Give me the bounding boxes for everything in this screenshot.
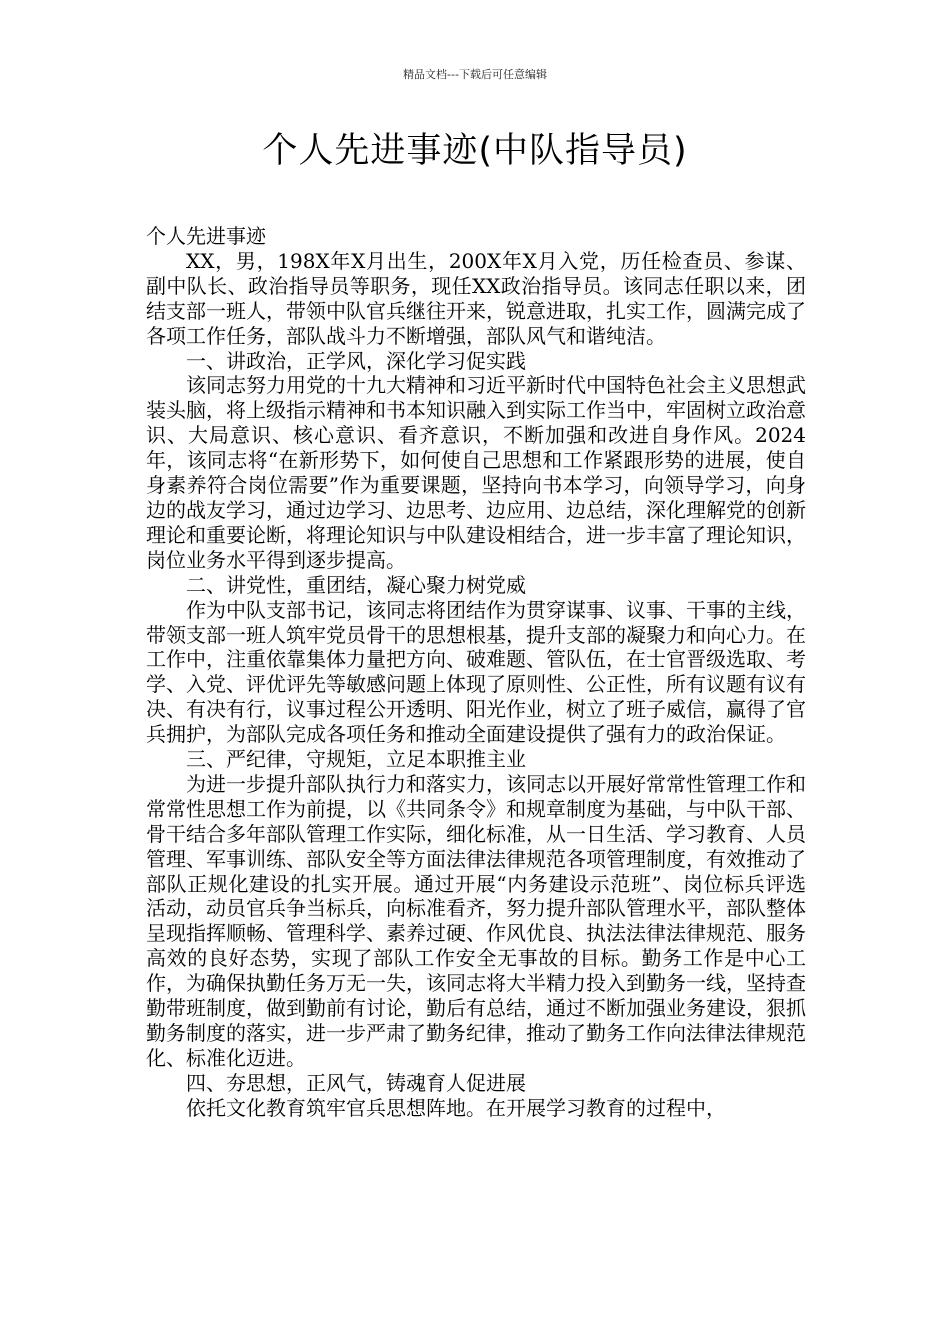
paragraph: 作为中队支部书记，该同志将团结作为贯穿谋事、议事、干事的主线，带领支部一班人筑牢党员骨干的思想根基，提升支部的凝聚力和向心力。在工作中，注重依靠集体力量把方向、破难题、管队伍，在士官晋级选取、考学、入党、评优评先等敏感问题上体现了原则性、公正性，所有议题有议有决、有决有行，议事过程公开透明、阳光作业，树立了班子威信，赢得了官兵拥护，为部队完成各项任务和推动全面建设提供了强有力的政治保证。 — [146, 597, 806, 747]
paragraph: 一、讲政治，正学风，深化学习促实践 — [186, 348, 526, 373]
document-title: 个人先进事迹(中队指导员) — [262, 131, 688, 171]
paragraph: 四、夯思想，正风气，铸魂育人促进展 — [186, 1070, 526, 1095]
paragraph: 该同志努力用党的十九大精神和习近平新时代中国特色社会主义思想武装头脑，将上级指示精神和书本知识融入到实际工作当中，牢固树立政治意识、大局意识、核心意识、看齐意识，不断加强和改进自身作风。2024年，该同志将“在新形势下，如何使自己思想和工作紧跟形势的进展，使自身素养符合岗位需要”作为重要课题，坚持向书本学习，向领导学习，向身边的战友学习，通过边学习、边思考、边应用、边总结，深化理解党的创新理论和重要论断，将理论知识与中队建设相结合，进一步丰富了理论知识，岗位业务水平得到逐步提高。 — [146, 373, 806, 572]
paragraph: 个人先进事迹 — [146, 224, 266, 248]
paragraph: XX，男，198X年X月出生，200X年X月入党，历任检查员、参谋、副中队长、政治指导员等职务，现任XX政治指导员。该同志任职以来，团结支部一班人，带领中队官兵继往开来，锐意进取，扎实工作，圆满完成了各项工作任务，部队战斗力不断增强，部队风气和谐纯洁。 — [146, 248, 806, 348]
paragraph: 三、严纪律，守规矩，立足本职推主业 — [186, 747, 526, 772]
document-body — [146, 224, 806, 1121]
paragraph: 为进一步提升部队执行力和落实力，该同志以开展好常常性管理工作和常常性思想工作为前提，以《共同条令》和规章制度为基础，与中队干部、骨干结合多年部队管理工作实际，细化标准，从一日生活、学习教育、人员管理、军事训练、部队安全等方面法律法律规范各项管理制度，有效推动了部队正规化建设的扎实开展。通过开展“内务建设示范班”、岗位标兵评选活动，动员官兵争当标兵，向标准看齐，努力提升部队管理水平，部队整体呈现指挥顺畅、管理科学、素养过硬、作风优良、执法法律法律规范、服务高效的良好态势，实现了部队工作安全无事故的目标。勤务工作是中心工作，为确保执勤任务万无一失，该同志将大半精力投入到勤务一线，坚持查勤带班制度，做到勤前有讨论，勤后有总结，通过不断加强业务建设，狠抓勤务制度的落实，进一步严肃了勤务纪律，推动了勤务工作向法律法律规范化、标准化迈进。 — [146, 771, 806, 1070]
paragraph: 依托文化教育筑牢官兵思想阵地。在开展学习教育的过程中， — [186, 1095, 726, 1120]
header-note: 精品文档---下载后可任意编辑 — [403, 68, 547, 81]
paragraph: 二、讲党性，重团结，凝心聚力树党威 — [186, 572, 526, 597]
